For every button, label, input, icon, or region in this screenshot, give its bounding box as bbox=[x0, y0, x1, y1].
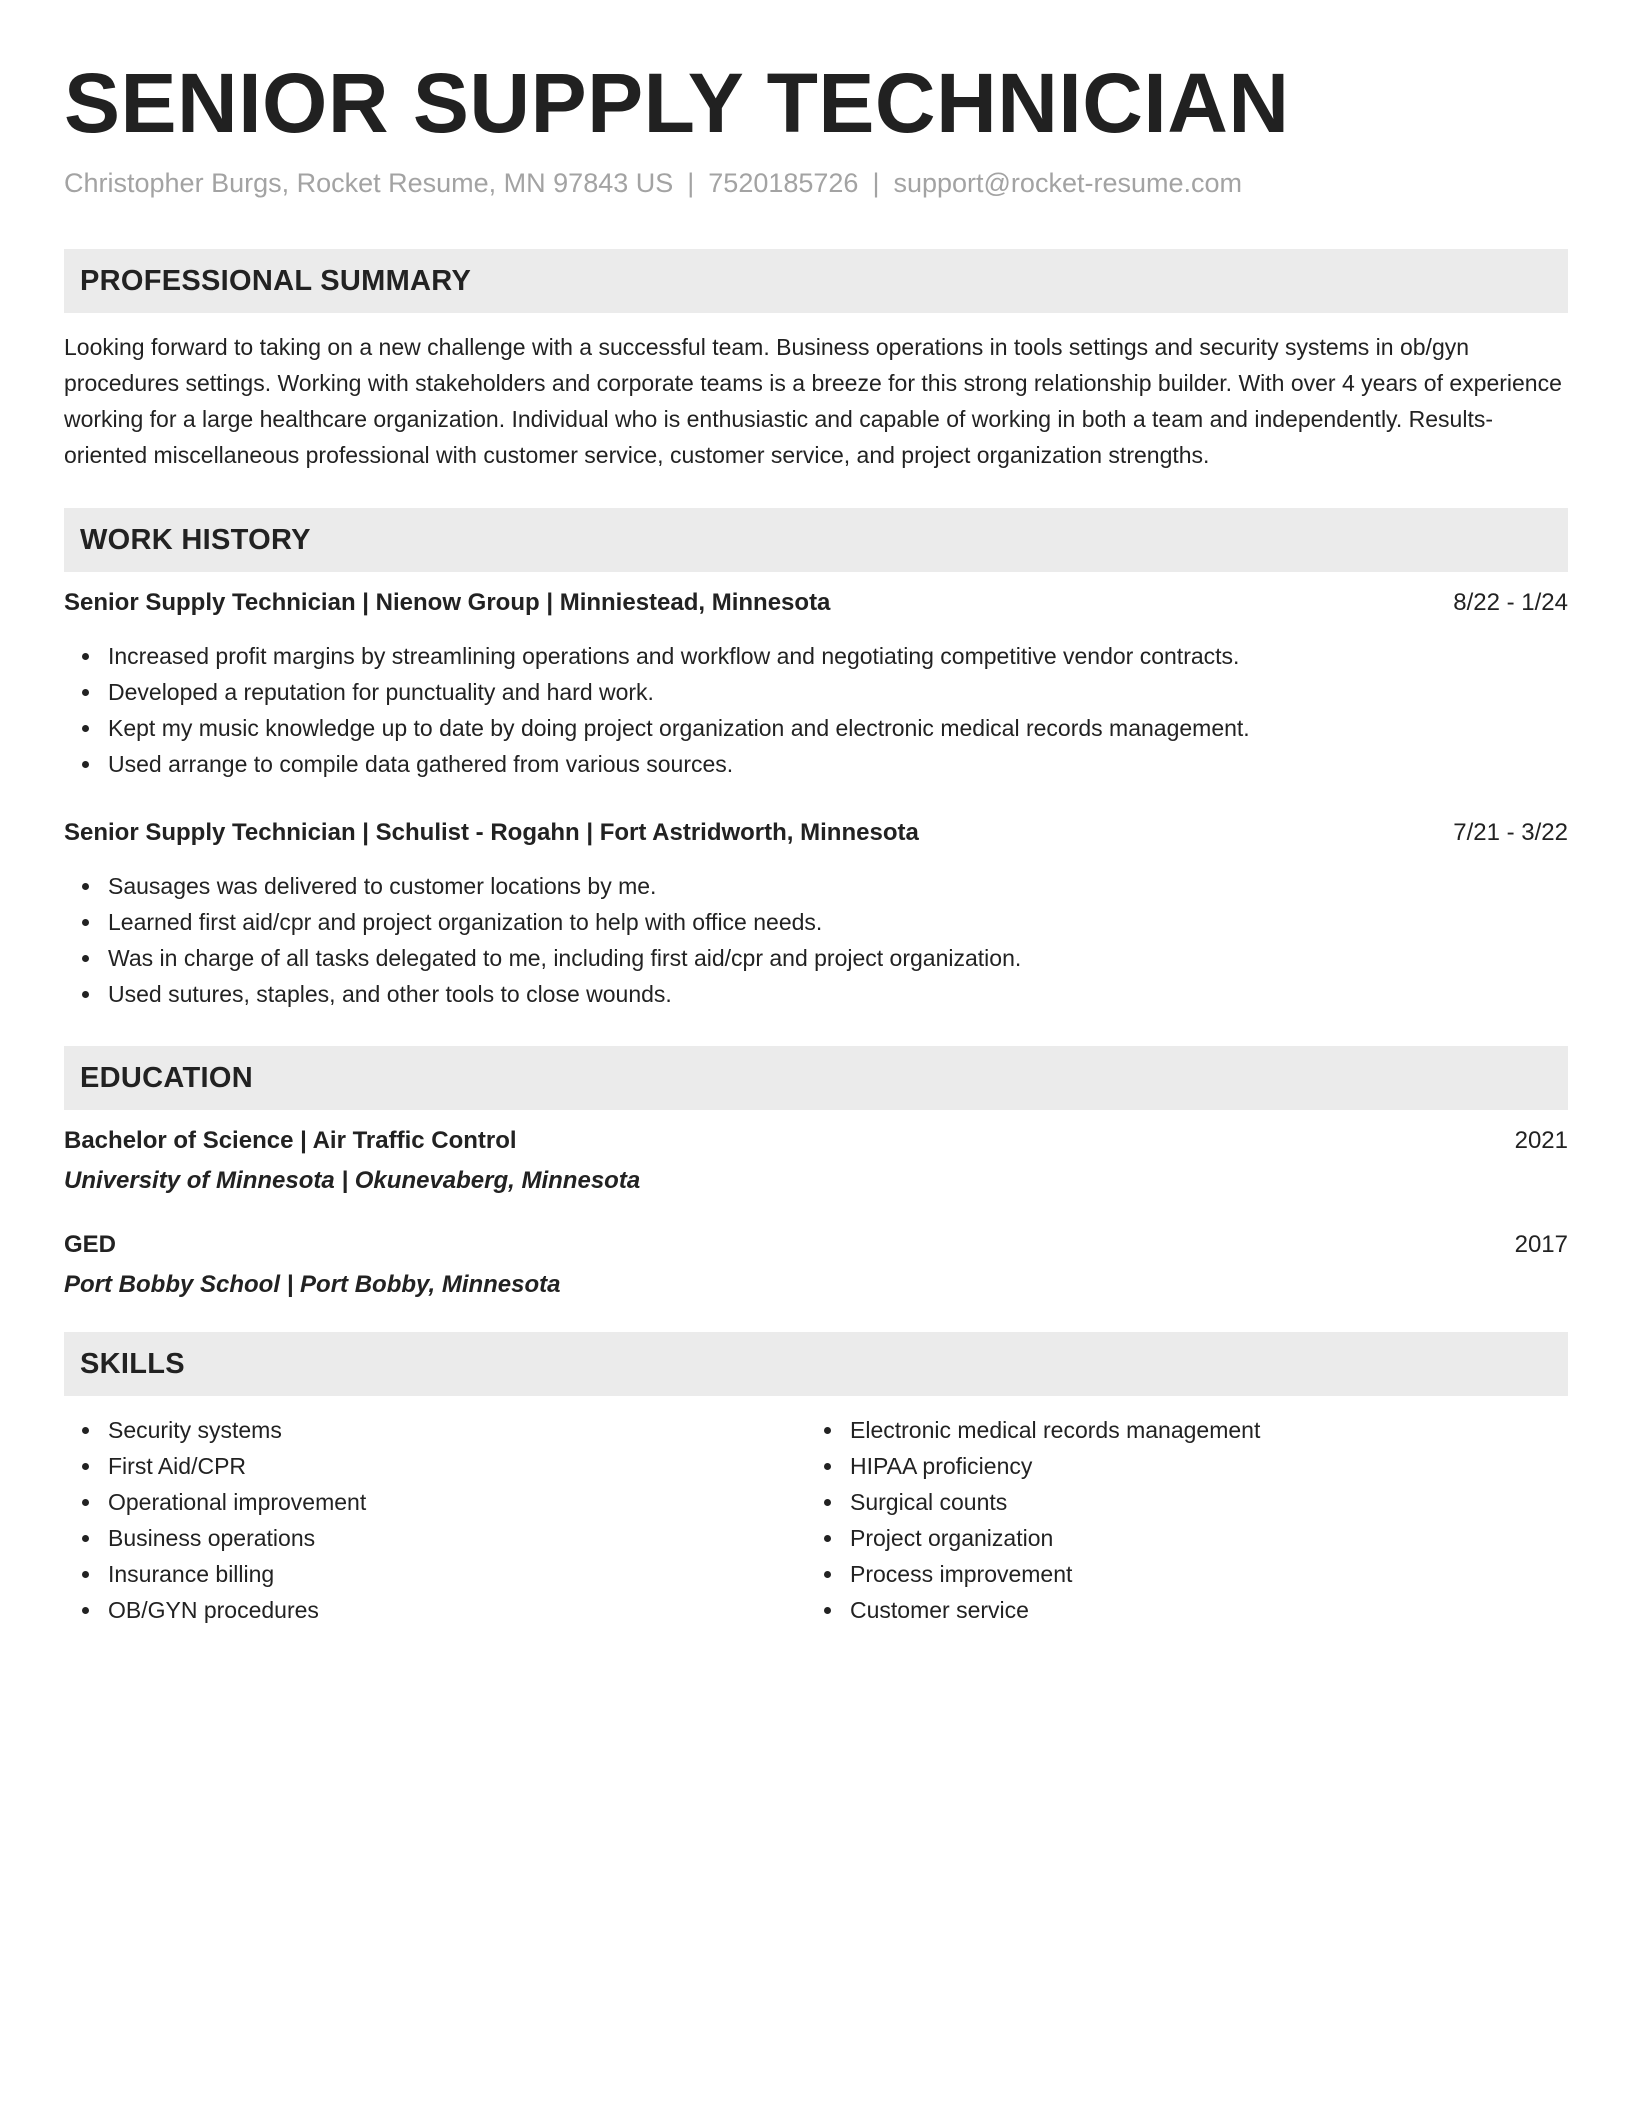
skill-item: Project organization bbox=[806, 1520, 1548, 1556]
skill-item: Operational improvement bbox=[64, 1484, 806, 1520]
contact-address: Christopher Burgs, Rocket Resume, MN 97843 US bbox=[64, 168, 674, 198]
contact-email: support@rocket-resume.com bbox=[893, 168, 1242, 198]
skill-item: Customer service bbox=[806, 1592, 1548, 1628]
section-heading-skills: SKILLS bbox=[64, 1332, 1568, 1396]
skill-item: Insurance billing bbox=[64, 1556, 806, 1592]
job-title: Senior Supply Technician | Nienow Group | Minniestead, Minnesota bbox=[64, 589, 831, 616]
job-bullet: Used sutures, staples, and other tools to close wounds. bbox=[64, 976, 1568, 1012]
job-bullet: Sausages was delivered to customer locations by me. bbox=[64, 868, 1568, 904]
skills-column-right bbox=[806, 1412, 1548, 1628]
contact-separator: | bbox=[872, 168, 880, 198]
education-school: Port Bobby School | Port Bobby, Minnesota bbox=[64, 1271, 561, 1298]
education-header bbox=[64, 1228, 1568, 1262]
summary-text: Looking forward to taking on a new challenge with a successful team. Business operations in tools settings and security systems in ob/gyn procedures settings. Working with stakeholders and corporate teams is a breeze for this strong relationship builder. With over 4 years of experience working for a large healthcare organization. Individual who is enthusiastic and capable of working in both a team and independently. Results-oriented miscellaneous professional with customer service, customer service, and project organization strengths. bbox=[64, 334, 1562, 468]
skill-item: Process improvement bbox=[806, 1556, 1548, 1592]
section-heading-work-history: WORK HISTORY bbox=[64, 508, 1568, 572]
job-entry bbox=[64, 816, 1568, 1012]
skills-list bbox=[64, 1412, 1568, 1628]
resume-page bbox=[64, 0, 1568, 1628]
skill-item: Electronic medical records management bbox=[806, 1412, 1548, 1448]
contact-line bbox=[64, 166, 1568, 200]
education-school: University of Minnesota | Okunevaberg, Minnesota bbox=[64, 1167, 641, 1194]
education-header bbox=[64, 1124, 1568, 1158]
education-year: 2017 bbox=[1514, 1231, 1568, 1258]
contact-separator: | bbox=[687, 168, 695, 198]
job-bullets bbox=[64, 638, 1568, 782]
education-degree: Bachelor of Science | Air Traffic Control bbox=[64, 1127, 517, 1154]
job-bullet: Learned first aid/cpr and project organization to help with office needs. bbox=[64, 904, 1568, 940]
job-entry bbox=[64, 586, 1568, 782]
education-year: 2021 bbox=[1514, 1127, 1568, 1154]
job-header bbox=[64, 586, 1568, 620]
job-bullet: Was in charge of all tasks delegated to me, including first aid/cpr and project organization. bbox=[64, 940, 1568, 976]
job-bullet: Increased profit margins by streamlining operations and workflow and negotiating competitive vendor contracts. bbox=[64, 638, 1568, 674]
skill-item: Security systems bbox=[64, 1412, 806, 1448]
skill-item: HIPAA proficiency bbox=[806, 1448, 1548, 1484]
education-entry bbox=[64, 1228, 1568, 1302]
job-bullets bbox=[64, 868, 1568, 1012]
resume-title: SENIOR SUPPLY TECHNICIAN bbox=[64, 56, 1290, 150]
education-entry bbox=[64, 1124, 1568, 1198]
job-header bbox=[64, 816, 1568, 850]
skill-item: Surgical counts bbox=[806, 1484, 1548, 1520]
job-bullet: Used arrange to compile data gathered from various sources. bbox=[64, 746, 1568, 782]
skill-item: Business operations bbox=[64, 1520, 806, 1556]
skill-item: OB/GYN procedures bbox=[64, 1592, 806, 1628]
education-degree: GED bbox=[64, 1231, 117, 1258]
job-dates: 7/21 - 3/22 bbox=[1453, 819, 1568, 846]
skills-column-left bbox=[64, 1412, 806, 1628]
skill-item: First Aid/CPR bbox=[64, 1448, 806, 1484]
job-title: Senior Supply Technician | Schulist - Rogahn | Fort Astridworth, Minnesota bbox=[64, 819, 919, 846]
section-heading-education: EDUCATION bbox=[64, 1046, 1568, 1110]
section-heading-summary: PROFESSIONAL SUMMARY bbox=[64, 249, 1568, 313]
contact-phone: 7520185726 bbox=[708, 168, 859, 198]
job-bullet: Kept my music knowledge up to date by doing project organization and electronic medical records management. bbox=[64, 710, 1568, 746]
job-dates: 8/22 - 1/24 bbox=[1453, 589, 1568, 616]
job-bullet: Developed a reputation for punctuality and hard work. bbox=[64, 674, 1568, 710]
